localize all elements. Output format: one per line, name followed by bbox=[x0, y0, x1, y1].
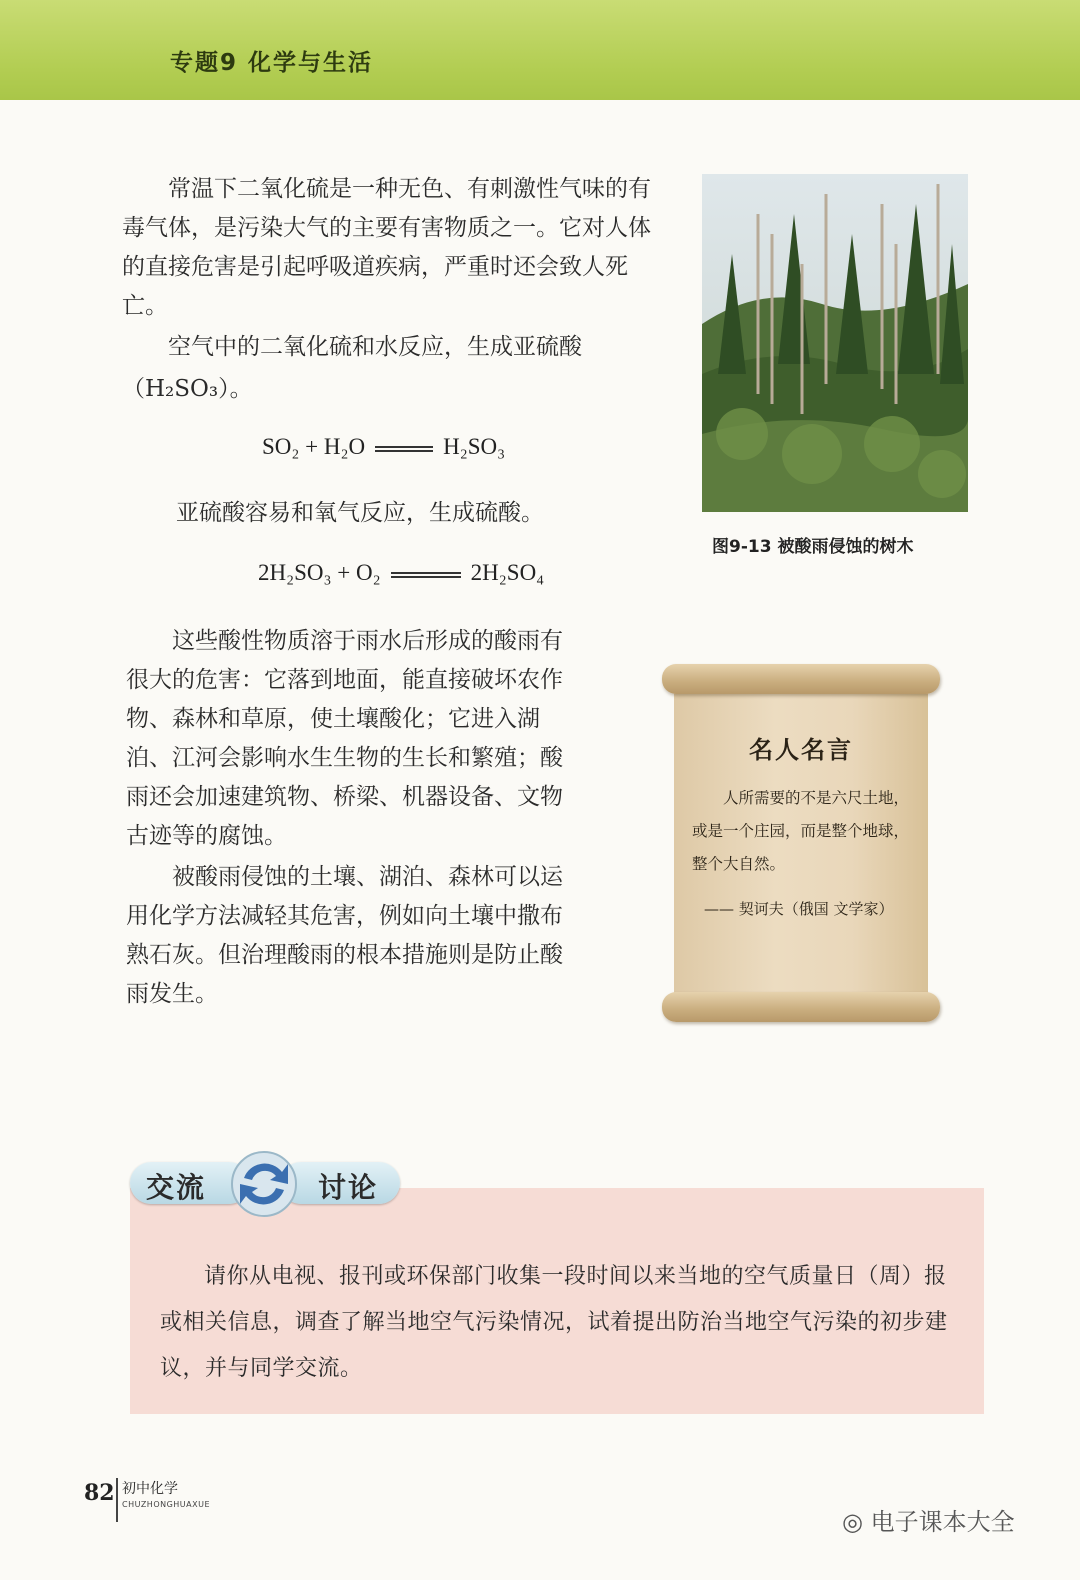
book-name-pinyin: CHUZHONGHUAXUE bbox=[122, 1500, 211, 1509]
equation-so2-h2o bbox=[262, 434, 505, 460]
equals-sign bbox=[391, 572, 461, 578]
exchange-arrows-icon bbox=[226, 1148, 302, 1220]
scroll-bottom-roll bbox=[662, 992, 940, 1022]
figure-caption: 图9-13 被酸雨侵蚀的树木 bbox=[712, 537, 914, 557]
equation-right: 2H₂SO₄ bbox=[470, 560, 545, 585]
equation-left: SO₂ + H₂O bbox=[262, 434, 366, 459]
equation-right: H₂SO₃ bbox=[443, 434, 506, 459]
paragraph-acid-rain-harm: 这些酸性物质溶于雨水后形成的酸雨有很大的危害：它落到地面，能直接破坏农作物、森林和草原，使土壤酸化；它进入湖泊、江河会影响水生生物的生长和繁殖；酸雨还会加速建筑物、桥梁、机器设备、文物古迹等的腐蚀。 bbox=[126, 628, 563, 849]
quote-heading: 名人名言 bbox=[749, 735, 853, 764]
chapter-title: 专题9 化学与生活 bbox=[170, 50, 374, 76]
tag-text-right: 讨论 bbox=[318, 1171, 379, 1204]
equals-sign bbox=[375, 446, 433, 452]
quote-author: —— 契诃夫（俄国 文学家） bbox=[704, 900, 894, 918]
discussion-tag bbox=[130, 1148, 400, 1220]
paragraph-so2-water: 空气中的二氧化硫和水反应，生成亚硫酸 bbox=[168, 334, 582, 360]
formula-h2so3: （H₂SO₃）。 bbox=[122, 376, 253, 402]
tag-text-left: 交流 bbox=[146, 1171, 207, 1204]
paragraph-so2-properties: 常温下二氧化硫是一种无色、有刺激性气味的有毒气体，是污染大气的主要有害物质之一。它对人体的直接危害是引起呼吸道疾病，严重时还会致人死亡。 bbox=[122, 176, 651, 319]
page-number: 82 bbox=[84, 1480, 115, 1506]
famous-quote-scroll bbox=[662, 660, 940, 1028]
footer-divider bbox=[116, 1478, 118, 1522]
scroll-top-roll bbox=[662, 664, 940, 694]
acid-rain-trees-photo bbox=[702, 174, 968, 512]
quote-text: 人所需要的不是六尺土地，或是一个庄园，而是整个地球，整个大自然。 bbox=[692, 789, 910, 873]
paragraph-h2so3-oxygen: 亚硫酸容易和氧气反应，生成硫酸。 bbox=[176, 500, 544, 526]
watermark-text: 电子课本大全 bbox=[870, 1508, 1015, 1536]
chapter-header-band bbox=[0, 0, 1080, 100]
equation-left: 2H₂SO₃ + O₂ bbox=[258, 560, 381, 585]
discussion-text: 请你从电视、报刊或环保部门收集一段时间以来当地的空气质量日（周）报或相关信息，调查了解当地空气污染情况，试着提出防治当地空气污染的初步建议，并与同学交流。 bbox=[160, 1264, 948, 1381]
book-name: 初中化学 bbox=[122, 1481, 178, 1497]
wechat-icon: ◎ bbox=[842, 1508, 871, 1536]
watermark bbox=[842, 1502, 1015, 1537]
equation-h2so3-o2 bbox=[258, 560, 544, 586]
paragraph-acid-rain-control: 被酸雨侵蚀的土壤、湖泊、森林可以运用化学方法减轻其危害，例如向土壤中撒布熟石灰。但治理酸雨的根本措施则是防止酸雨发生。 bbox=[126, 864, 563, 1007]
